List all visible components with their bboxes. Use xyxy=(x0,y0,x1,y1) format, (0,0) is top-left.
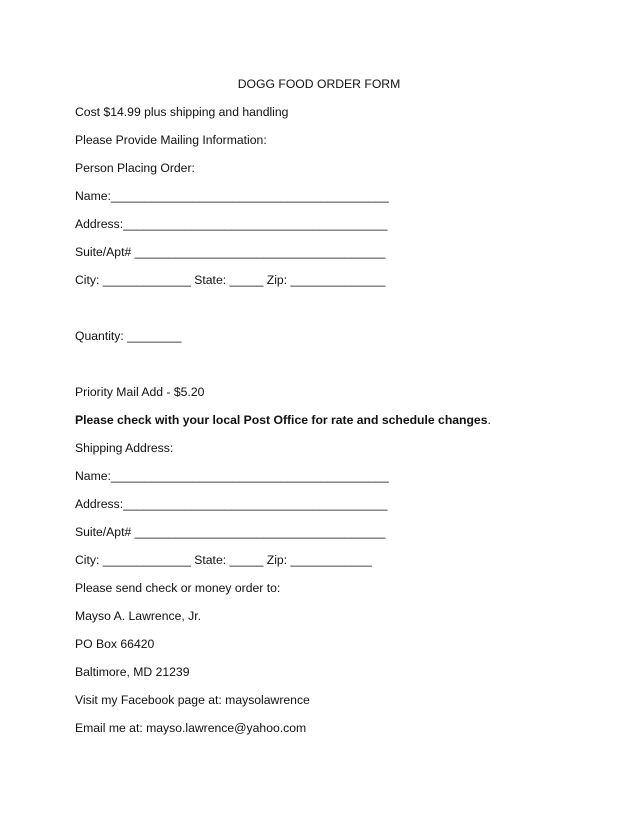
mailing-address-field[interactable]: Address:_______________________________________ xyxy=(75,217,388,231)
mailing-heading: Please Provide Mailing Information: xyxy=(75,133,267,147)
po-box: PO Box 66420 xyxy=(75,637,155,651)
mailing-name-field[interactable]: Name:_________________________________________ xyxy=(75,189,389,203)
post-office-notice-period: . xyxy=(487,413,491,427)
cost-line: Cost $14.99 plus shipping and handling xyxy=(75,105,289,119)
facebook-line: Visit my Facebook page at: maysolawrence xyxy=(75,693,310,707)
mailing-city-state-zip-field[interactable]: City: _____________ State: _____ Zip: ______________ xyxy=(75,273,386,287)
person-heading: Person Placing Order: xyxy=(75,161,195,175)
send-to-heading: Please send check or money order to: xyxy=(75,581,281,595)
shipping-name-field[interactable]: Name:_________________________________________ xyxy=(75,469,389,483)
post-office-notice-bold: Please check with your local Post Office for rate and schedule changes xyxy=(75,413,488,427)
post-office-notice xyxy=(75,412,491,428)
shipping-heading: Shipping Address: xyxy=(75,441,174,455)
email-line: Email me at: mayso.lawrence@yahoo.com xyxy=(75,721,307,735)
recipient-name: Mayso A. Lawrence, Jr. xyxy=(75,609,201,623)
quantity-field[interactable]: Quantity: ________ xyxy=(75,329,182,343)
shipping-suite-field[interactable]: Suite/Apt# _____________________________________ xyxy=(75,525,386,539)
shipping-city-state-zip-field[interactable]: City: _____________ State: _____ Zip: ____________ xyxy=(75,553,372,567)
mailing-suite-field[interactable]: Suite/Apt# _____________________________________ xyxy=(75,245,386,259)
form-title: DOGG FOOD ORDER FORM xyxy=(237,77,401,91)
city-line: Baltimore, MD 21239 xyxy=(75,665,190,679)
shipping-address-field[interactable]: Address:_______________________________________ xyxy=(75,497,388,511)
priority-mail-line: Priority Mail Add - $5.20 xyxy=(75,385,205,399)
